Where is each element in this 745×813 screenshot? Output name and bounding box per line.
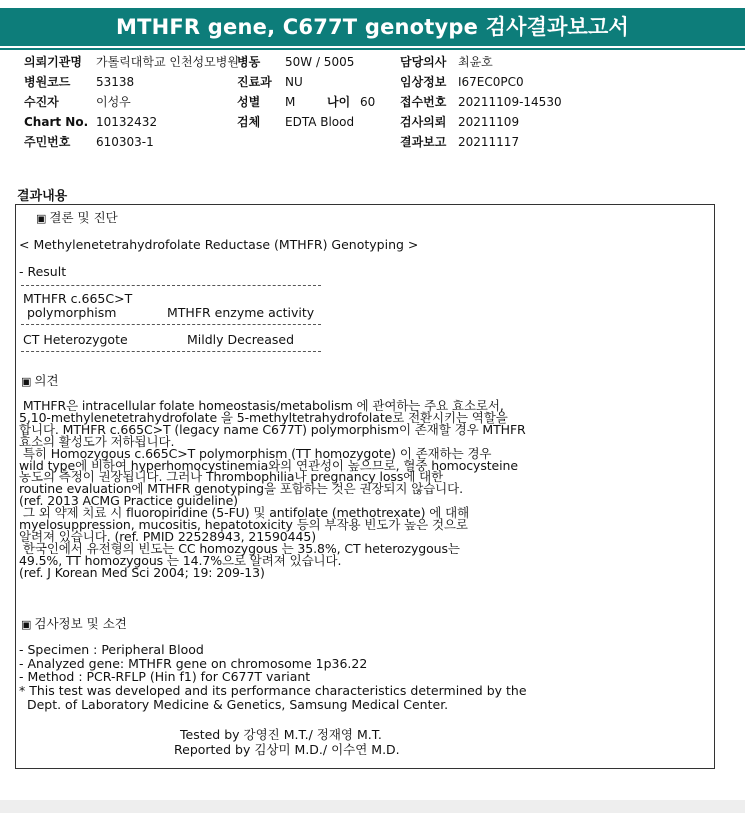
specimen-heading-text: 검사정보 및 소견 bbox=[34, 616, 127, 631]
info-value: M bbox=[285, 95, 296, 109]
opinion-line: 한국인에서 유전형의 빈도는 CC homozygous 는 35.8%, CT heterozygous는 bbox=[19, 540, 460, 556]
report-title: MTHFR gene, C677T genotype 검사결과보고서 bbox=[0, 8, 745, 46]
info-label: 임상정보 bbox=[400, 75, 447, 89]
tested-by: Tested by 강영진 M.T./ 정재영 M.T. bbox=[180, 727, 382, 742]
info-value: EDTA Blood bbox=[285, 115, 355, 129]
info-row-hospital-code bbox=[24, 72, 239, 92]
test-name: < Methylenetetrahydrofolate Reductase (MTHFR) Genotyping > bbox=[19, 237, 419, 252]
info-row-department bbox=[237, 72, 354, 92]
info-value: 10132432 bbox=[96, 115, 158, 129]
reported-by: Reported by 김상미 M.D./ 이수연 M.D. bbox=[174, 742, 400, 757]
opinion-line: 알려져 있습니다. (ref. PMID 22528943, 21590445) bbox=[19, 528, 316, 544]
table-header-genotype-line1: MTHFR c.665C>T bbox=[23, 291, 133, 306]
patient-info-column-1 bbox=[24, 52, 239, 152]
table-header-genotype-line2: polymorphism bbox=[27, 305, 117, 320]
square-bullet-icon: ▣ bbox=[21, 618, 32, 631]
info-row-specimen bbox=[237, 112, 354, 132]
info-row-ward bbox=[237, 52, 354, 72]
specimen-heading bbox=[21, 616, 127, 632]
square-bullet-icon: ▣ bbox=[21, 375, 32, 388]
opinion-line: 49.5%, TT homozygous 는 14.7%으로 알려져 있습니다. bbox=[19, 552, 342, 568]
footer-bar bbox=[0, 800, 745, 813]
opinion-line: 농도의 측정이 권장됩니다. 그러나 Thrombophilia나 pregnancy loss에 대한 bbox=[19, 469, 444, 485]
info-label: Chart No. bbox=[24, 115, 89, 129]
age-label: 나이 bbox=[327, 95, 351, 109]
info-label: 검체 bbox=[237, 115, 261, 129]
info-row-patient bbox=[24, 92, 239, 112]
info-label: 성별 bbox=[237, 95, 261, 109]
info-value: 최윤호 bbox=[458, 55, 493, 69]
table-divider bbox=[21, 285, 321, 286]
specimen-line: - Method : PCR-RFLP (Hin f1) for C677T variant bbox=[19, 669, 311, 685]
info-label: 의뢰기관명 bbox=[24, 55, 82, 69]
info-row-receipt-no bbox=[400, 92, 562, 112]
opinion-heading-text: 의견 bbox=[34, 373, 59, 388]
info-value: NU bbox=[285, 75, 303, 89]
opinion-line: wild type에 비하여 hyperhomocystinemia와의 연관성이 높으므로, 혈중 homocysteine bbox=[19, 457, 518, 473]
info-row-chart-no bbox=[24, 112, 239, 132]
info-value: I67EC0PC0 bbox=[458, 75, 524, 89]
conclusion-heading bbox=[36, 210, 118, 226]
info-value: 50W / 5005 bbox=[285, 55, 355, 69]
table-divider bbox=[21, 351, 321, 352]
specimen-line: * This test was developed and its performance characteristics determined by the bbox=[19, 683, 527, 699]
info-label: 결과보고 bbox=[400, 135, 447, 149]
info-label: 검사의뢰 bbox=[400, 115, 447, 129]
age-value: 60 bbox=[360, 95, 376, 109]
table-cell-genotype: CT Heterozygote bbox=[23, 332, 128, 347]
specimen-paragraph bbox=[19, 643, 527, 712]
patient-info-column-3 bbox=[400, 52, 562, 152]
square-bullet-icon: ▣ bbox=[36, 212, 47, 225]
opinion-line: 합니다. MTHFR c.665C>T (legacy name C677T) polymorphism이 존재할 경우 MTHFR bbox=[19, 421, 526, 437]
opinion-line: MTHFR은 intracellular folate homeostasis/metabolism 에 관여하는 주요 효소로서, bbox=[19, 398, 504, 413]
results-section-title: 결과내용 bbox=[17, 189, 68, 204]
opinion-line: (ref. J Korean Med Sci 2004; 19: 209-13) bbox=[19, 564, 265, 580]
info-value: 20211109 bbox=[458, 115, 520, 129]
info-label: 수진자 bbox=[24, 95, 59, 109]
opinion-line: myelosuppression, mucositis, hepatotoxicity 등의 부작용 빈도가 높은 것으로 bbox=[19, 517, 468, 533]
opinion-line: routine evaluation에 MTHFR genotyping을 포함하는 것은 권장되지 않습니다. bbox=[19, 481, 464, 497]
info-row-clinical-info bbox=[400, 72, 562, 92]
opinion-line: 효소의 활성도가 저하됩니다. bbox=[19, 433, 175, 449]
info-label: 접수번호 bbox=[400, 95, 447, 109]
opinion-line: 그 외 약제 치료 시 fluoropiridine (5-FU) 및 antifolate (methotrexate) 에 대해 bbox=[19, 505, 470, 521]
opinion-line: 특히 Homozygous c.665C>T polymorphism (TT homozygote) 이 존재하는 경우 bbox=[19, 445, 492, 461]
title-divider bbox=[0, 48, 745, 50]
opinion-line: (ref. 2013 ACMG Practice guideline) bbox=[19, 493, 238, 509]
specimen-line: - Analyzed gene: MTHFR gene on chromosome 1p36.22 bbox=[19, 655, 368, 671]
info-row-physician bbox=[400, 52, 562, 72]
info-label: 병동 bbox=[237, 55, 261, 69]
info-label: 병원코드 bbox=[24, 75, 71, 89]
info-value: 610303-1 bbox=[96, 135, 154, 149]
info-value: 20211109-14530 bbox=[458, 95, 562, 109]
info-label: 진료과 bbox=[237, 75, 272, 89]
conclusion-heading-text: 결론 및 진단 bbox=[49, 210, 118, 225]
info-label: 주민번호 bbox=[24, 135, 71, 149]
results-box bbox=[15, 204, 715, 769]
opinion-paragraph bbox=[19, 400, 526, 579]
info-value: 53138 bbox=[96, 75, 135, 89]
result-label: - Result bbox=[19, 264, 67, 279]
opinion-line: 5,10-methylenetetrahydrofolate 을 5-methyltetrahydrofolate로 전환시키는 역할을 bbox=[19, 409, 508, 425]
info-row-institution bbox=[24, 52, 239, 72]
info-value: 20211117 bbox=[458, 135, 520, 149]
info-row-id-number bbox=[24, 132, 239, 152]
opinion-heading bbox=[21, 373, 59, 389]
info-label: 담당의사 bbox=[400, 55, 447, 69]
specimen-line: - Specimen : Peripheral Blood bbox=[19, 642, 204, 657]
specimen-line: Dept. of Laboratory Medicine & Genetics, Samsung Medical Center. bbox=[19, 696, 449, 712]
info-row-request-date bbox=[400, 112, 562, 132]
info-value: 이성우 bbox=[96, 95, 131, 109]
table-divider bbox=[21, 324, 321, 325]
info-value: 가톨릭대학교 인천성모병원 bbox=[96, 55, 239, 69]
info-row-report-date bbox=[400, 132, 562, 152]
table-cell-enzyme-activity: Mildly Decreased bbox=[187, 332, 295, 347]
table-header-enzyme-activity: MTHFR enzyme activity bbox=[167, 305, 315, 320]
